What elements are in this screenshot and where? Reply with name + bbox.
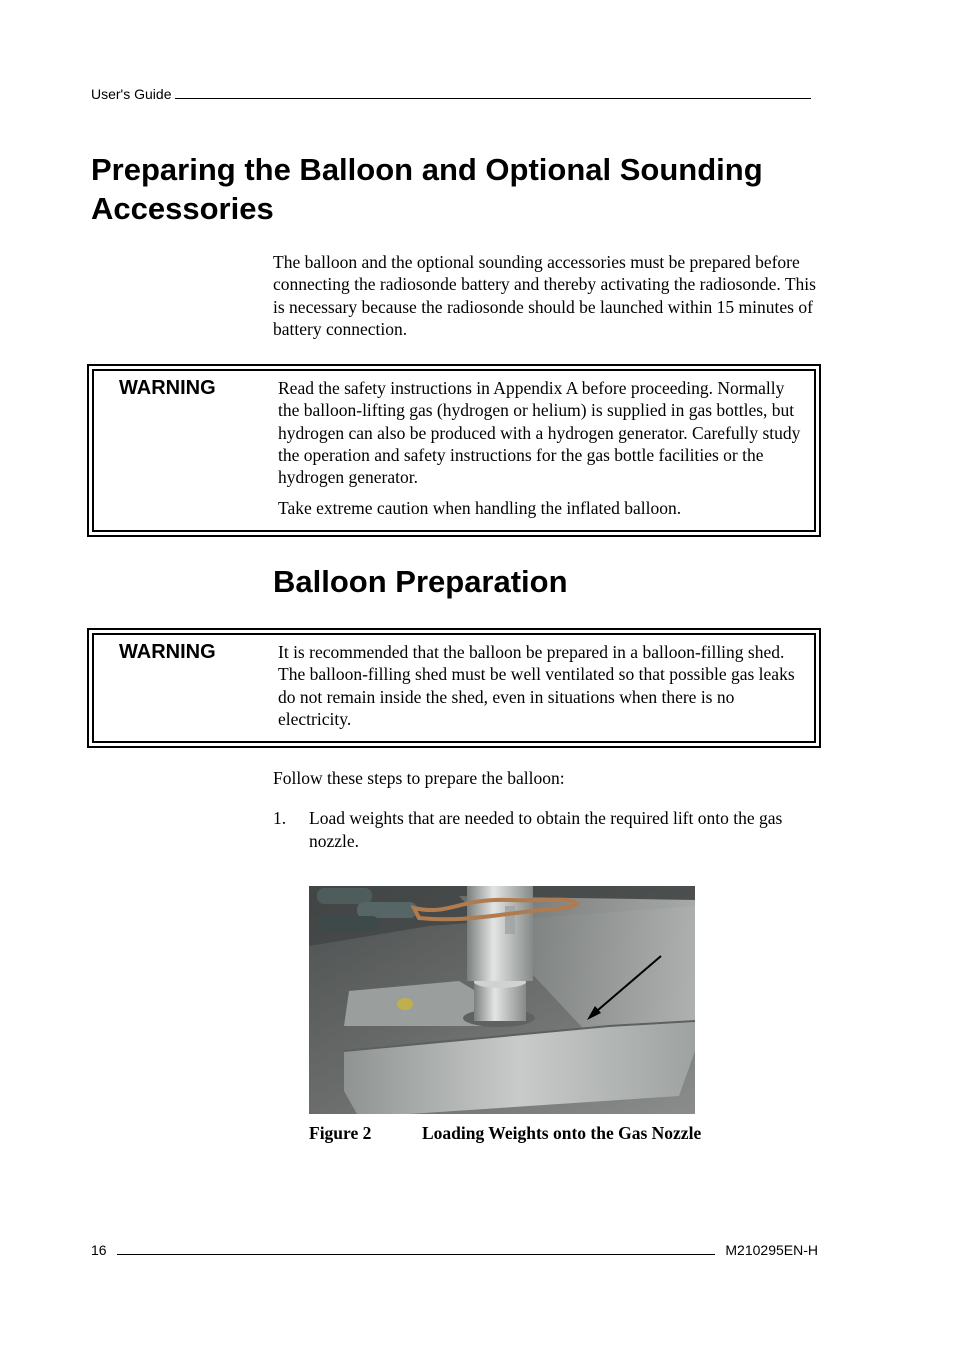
warning-label: WARNING	[119, 641, 216, 663]
document-code: M210295EN-H	[725, 1242, 818, 1258]
footer-rule	[117, 1254, 716, 1255]
gas-nozzle-photo-illustration	[309, 886, 695, 1114]
intro-paragraph: The balloon and the optional sounding accessories must be prepared before connecting the radiosonde battery and thereby activating the radiosonde. This is necessary because the radiosonde should be launched within 15 minutes of battery connection.	[273, 252, 816, 339]
warning-text-1: Read the safety instructions in Appendix A before proceeding. Normally the balloon-lifting gas (hydrogen or helium) is supplied in gas bottles, but hydrogen can also be produced with a hydrogen generator. Carefully study the operation and safety instructions for the gas bottle facilities or the hydrogen generator.	[278, 378, 801, 488]
page-header	[91, 86, 811, 102]
step-item	[273, 807, 821, 853]
subsection-title: Balloon Preparation	[273, 564, 568, 599]
header-title: User's Guide	[91, 86, 172, 102]
warning-text	[278, 371, 814, 530]
warning-text-1: It is recommended that the balloon be prepared in a balloon-filling shed. The balloon-filling shed must be well ventilated so that possible gas leaks do not remain inside the shed, even in situations when there is no electricity.	[278, 642, 795, 729]
warning-text	[278, 635, 814, 741]
step-text: Load weights that are needed to obtain the required lift onto the gas nozzle.	[309, 808, 783, 851]
page-footer	[91, 1242, 818, 1258]
steps-intro: Follow these steps to prepare the balloon:	[273, 768, 565, 788]
page-number: 16	[91, 1242, 107, 1258]
figure-label: Figure 2	[309, 1123, 372, 1143]
warning-box-shed	[87, 628, 821, 748]
section-title: Preparing the Balloon and Optional Sounding Accessories	[91, 152, 763, 226]
figure-photo	[309, 886, 695, 1114]
warning-label: WARNING	[119, 377, 216, 399]
figure-caption	[309, 1123, 701, 1144]
step-number: 1.	[273, 808, 287, 828]
warning-box-safety	[87, 364, 821, 537]
warning-text-2: Take extreme caution when handling the inflated balloon.	[278, 498, 682, 519]
warning-inner	[92, 369, 816, 532]
warning-inner	[92, 633, 816, 743]
header-rule	[175, 98, 811, 99]
figure-caption-text: Loading Weights onto the Gas Nozzle	[422, 1123, 702, 1143]
